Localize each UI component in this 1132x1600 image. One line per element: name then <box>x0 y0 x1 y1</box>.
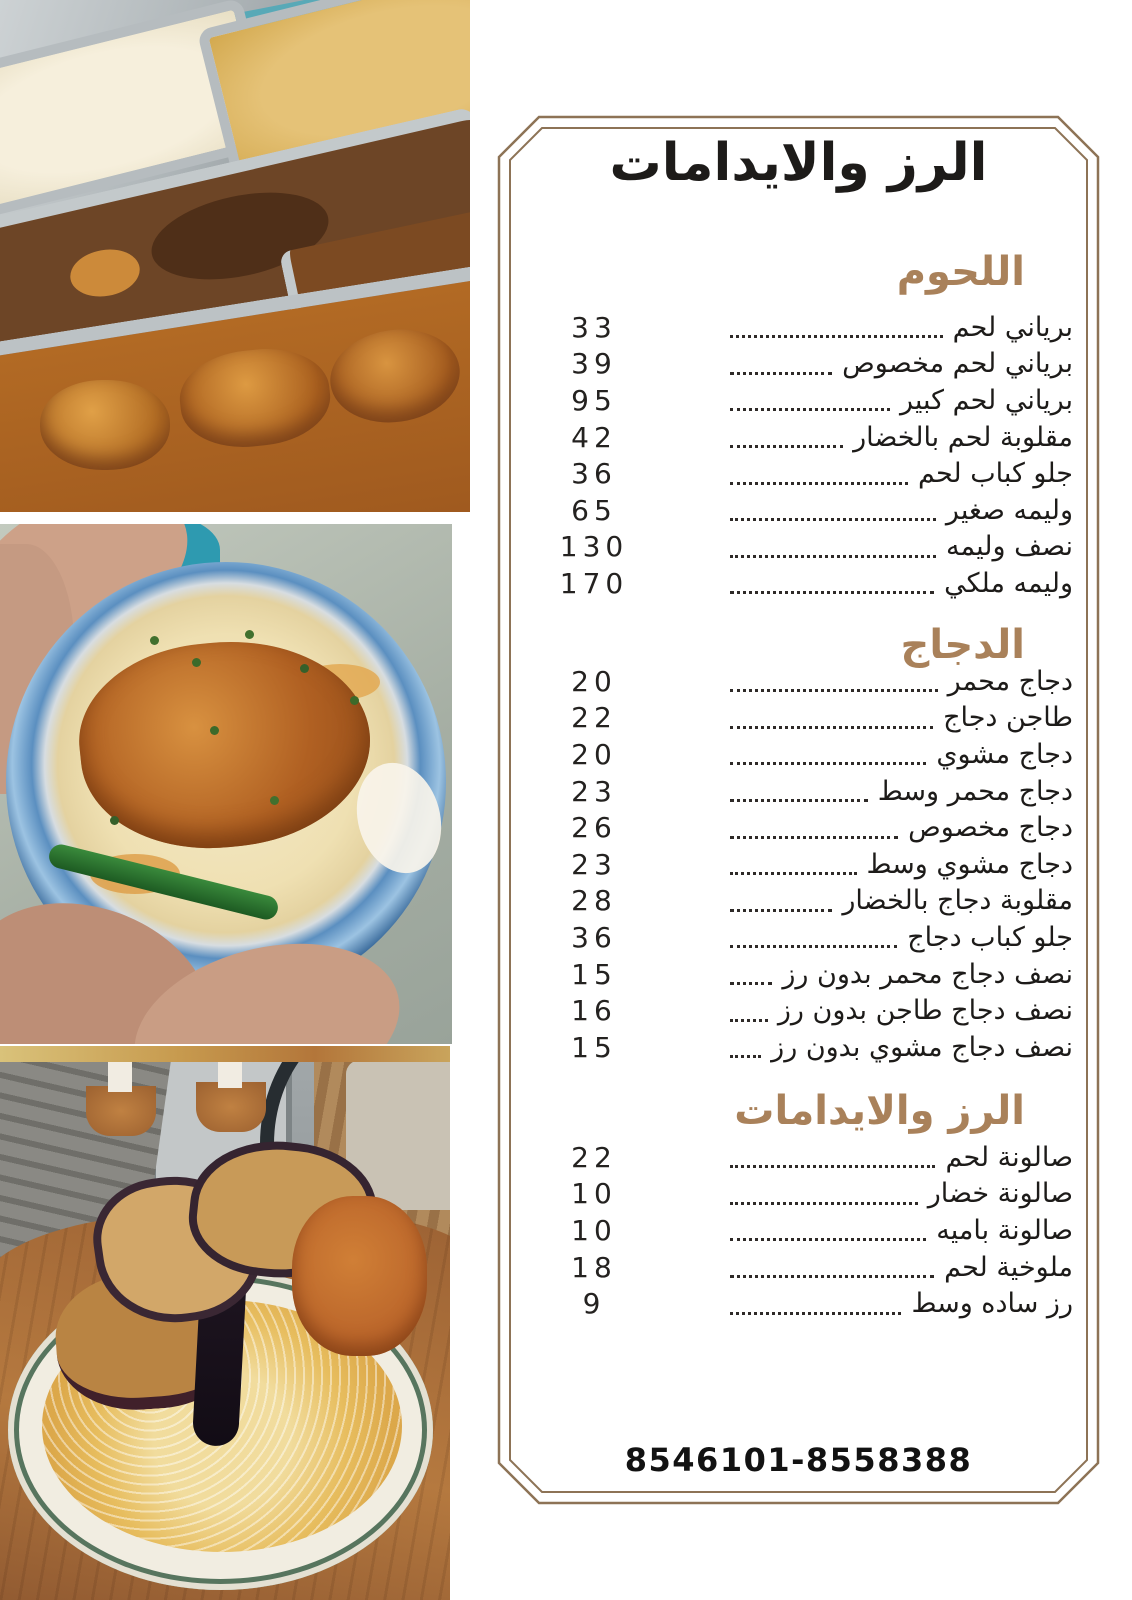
menu-item-row <box>553 809 1073 846</box>
biryani-platter-photo <box>0 524 452 1044</box>
menu-item-price: 10 <box>571 1213 617 1247</box>
menu-item-name: دجاج مشوي <box>936 738 1073 770</box>
menu-item-row <box>553 700 1073 737</box>
dotted-leader <box>730 1018 768 1022</box>
menu-item-price: 20 <box>571 664 617 698</box>
menu-title: الرز والايدامات <box>609 133 988 193</box>
menu-item-price: 170 <box>559 566 629 600</box>
dotted-leader <box>730 1274 934 1278</box>
menu-item-name: صالونة خضار <box>927 1178 1073 1210</box>
dotted-leader <box>730 1054 761 1058</box>
menu-item-row <box>553 419 1073 456</box>
section-header-chicken: الدجاج <box>900 622 1025 668</box>
menu-item-price: 18 <box>571 1250 617 1284</box>
menu-item-name: برياني لحم مخصوص <box>842 348 1073 380</box>
menu-item-name: دجاج مخصوص <box>908 812 1073 844</box>
menu-item-row <box>553 1176 1073 1213</box>
menu-item-name: طاجن دجاج <box>943 702 1073 734</box>
menu-item-price: 28 <box>571 884 617 918</box>
menu-item-row <box>553 1212 1073 1249</box>
menu-item-row <box>553 1285 1073 1322</box>
menu-item-price: 10 <box>571 1177 617 1211</box>
menu-item-name: جلو كباب دجاج <box>907 921 1073 953</box>
menu-item-name: نصف دجاج محمر بدون رز <box>782 958 1073 990</box>
menu-item-name: وليمه ملكي <box>944 567 1073 599</box>
menu-card <box>497 115 1100 1505</box>
menu-item-row <box>553 455 1073 492</box>
menu-item-price: 15 <box>571 1030 617 1064</box>
menu-item-price: 16 <box>571 994 617 1028</box>
dotted-leader <box>730 908 832 912</box>
photo-shape <box>40 380 170 470</box>
menu-item-row <box>553 846 1073 883</box>
menu-item-price: 65 <box>571 493 617 527</box>
menu-item-price: 36 <box>571 457 617 491</box>
section-header-rice-stews: الرز والايدامات <box>734 1088 1025 1134</box>
menu-item-price: 33 <box>571 310 617 344</box>
menu-item-name: دجاج مشوي وسط <box>866 848 1073 880</box>
menu-item-price: 95 <box>571 383 617 417</box>
maqluba-plate-photo <box>0 1046 450 1600</box>
menu-item-row <box>553 529 1073 566</box>
dotted-leader <box>730 1311 901 1315</box>
dotted-leader <box>730 1201 918 1205</box>
menu-item-row <box>553 773 1073 810</box>
section-chicken-items <box>497 663 1100 1066</box>
menu-item-name: دجاج محمر <box>947 665 1073 697</box>
menu-item-name: نصف دجاج مشوي بدون رز <box>771 1031 1073 1063</box>
menu-item-price: 22 <box>571 701 617 735</box>
menu-item-name: نصف وليمه <box>946 531 1073 563</box>
photo-shape <box>292 1196 427 1356</box>
menu-item-price: 39 <box>571 347 617 381</box>
menu-item-name: مقلوبة لحم بالخضار <box>853 421 1073 453</box>
menu-item-name: وليمه صغير <box>945 494 1073 526</box>
photo-shape <box>196 1082 266 1132</box>
menu-item-name: برياني لحم <box>952 311 1073 343</box>
menu-item-row <box>553 382 1073 419</box>
dotted-leader <box>730 798 868 802</box>
buffet-trays-photo <box>0 0 470 512</box>
dotted-leader <box>730 554 936 558</box>
menu-item-name: دجاج محمر وسط <box>877 775 1073 807</box>
menu-item-row <box>553 346 1073 383</box>
menu-item-name: ملوخية لحم <box>944 1251 1073 1283</box>
section-rice-stews-items <box>497 1139 1100 1322</box>
menu-item-price: 20 <box>571 737 617 771</box>
menu-item-name: جلو كباب لحم <box>917 458 1073 490</box>
section-header-meats: اللحوم <box>896 249 1025 295</box>
menu-item-name: رز ساده وسط <box>911 1288 1073 1320</box>
menu-item-row <box>553 1249 1073 1286</box>
menu-item-name: صالونة باميه <box>936 1214 1073 1246</box>
dotted-leader <box>730 871 857 875</box>
dotted-leader <box>730 444 843 448</box>
menu-item-price: 130 <box>559 530 629 564</box>
menu-item-price: 36 <box>571 920 617 954</box>
menu-item-row <box>553 883 1073 920</box>
dotted-leader <box>730 334 943 338</box>
menu-item-name: صالونة لحم <box>945 1141 1073 1173</box>
dotted-leader <box>730 981 772 985</box>
dotted-leader <box>730 1164 935 1168</box>
menu-item-row <box>553 736 1073 773</box>
dotted-leader <box>730 407 890 411</box>
menu-item-row <box>553 992 1073 1029</box>
menu-item-price: 15 <box>571 957 617 991</box>
menu-item-row <box>553 309 1073 346</box>
dotted-leader <box>730 590 934 594</box>
menu-item-row <box>553 663 1073 700</box>
menu-item-row <box>553 1029 1073 1066</box>
dotted-leader <box>730 688 938 692</box>
menu-item-price: 42 <box>571 420 617 454</box>
menu-item-row <box>553 492 1073 529</box>
phone-numbers: 8546101-8558388 <box>624 1441 973 1479</box>
menu-item-row <box>553 956 1073 993</box>
dotted-leader <box>730 481 908 485</box>
menu-item-row <box>553 565 1073 602</box>
dotted-leader <box>730 761 926 765</box>
section-meats-items <box>497 309 1100 602</box>
dotted-leader <box>730 517 936 521</box>
photo-shape <box>86 1086 156 1136</box>
menu-item-price: 9 <box>582 1287 606 1321</box>
menu-item-price: 23 <box>571 847 617 881</box>
menu-item-price: 23 <box>571 774 617 808</box>
dotted-leader <box>730 371 832 375</box>
photo-shape <box>0 1046 450 1062</box>
dotted-leader <box>730 725 933 729</box>
dotted-leader <box>730 944 897 948</box>
menu-item-name: مقلوبة دجاج بالخضار <box>842 885 1073 917</box>
menu-item-name: برياني لحم كبير <box>899 384 1073 416</box>
menu-item-name: نصف دجاج طاجن بدون رز <box>777 995 1073 1027</box>
dotted-leader <box>730 1237 926 1241</box>
dotted-leader <box>730 835 898 839</box>
menu-item-price: 26 <box>571 811 617 845</box>
menu-item-row <box>553 1139 1073 1176</box>
menu-item-price: 22 <box>571 1140 617 1174</box>
photo-shape <box>150 636 159 645</box>
menu-item-row <box>553 919 1073 956</box>
